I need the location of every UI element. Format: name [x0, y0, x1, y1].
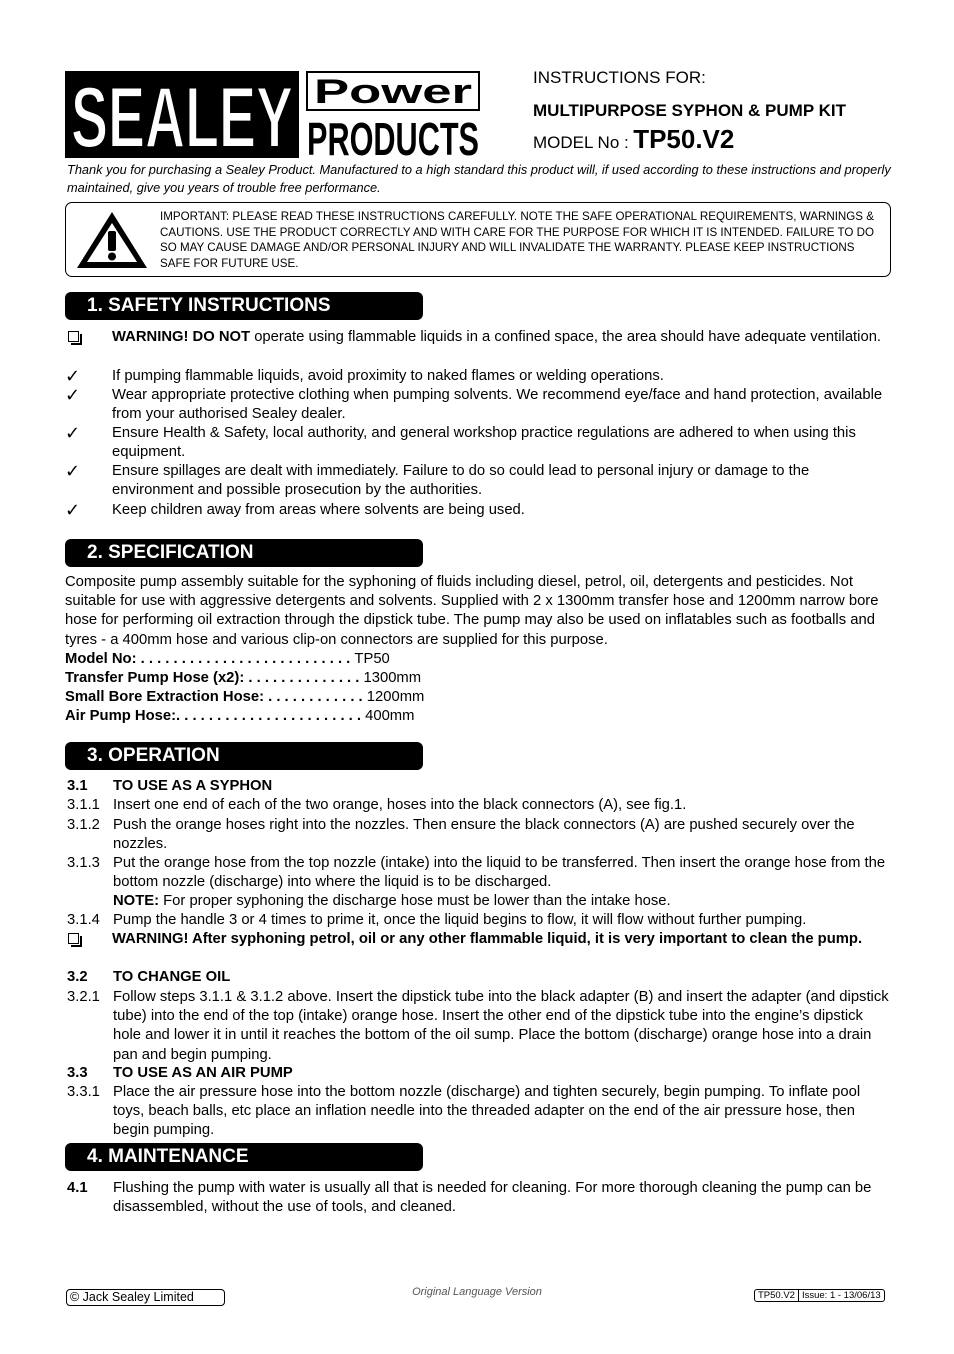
logo-power-text: Power [314, 73, 472, 109]
warning-triangle-icon [74, 209, 150, 276]
copyright-label: © Jack Sealey Limited [66, 1289, 225, 1306]
power-logo [306, 71, 480, 111]
logo-sealey-text: SEALEY [71, 73, 293, 156]
language-version-label: Original Language Version [412, 1286, 542, 1298]
section-heading-safety: 1. SAFETY INSTRUCTIONS [65, 292, 423, 320]
safety-warning-lead: WARNING! DO NOT [112, 329, 251, 345]
intro-text: Thank you for purchasing a Sealey Product. Manufactured to a high standard this product will, if used according to these instructions and properly maintained, give you years of trouble free performance. [67, 162, 891, 195]
model-reference: TP50.V2 [758, 1290, 795, 1301]
spec-row: Transfer Pump Hose (x2): . . . . . . . . . . . . . . 1300mm [65, 670, 422, 686]
sealey-logo [65, 71, 299, 158]
model-label: MODEL No : [533, 133, 629, 152]
safety-warning-rest: operate using flammable liquids in a confined space, the area should have adequate ventilation. [250, 329, 882, 345]
products-logo [306, 115, 480, 158]
logo-products-text: PRODUCTS [307, 115, 479, 158]
checkmark-icon: ✓ [65, 385, 81, 405]
spec-row: Air Pump Hose:. . . . . . . . . . . . . . . . . . . . . . . 400mm [65, 708, 415, 724]
issue-reference: Issue: 1 - 13/06/13 [798, 1290, 884, 1301]
section-heading-specification: 2. SPECIFICATION [65, 539, 423, 567]
checkmark-icon: ✓ [65, 423, 81, 443]
checkmark-icon: ✓ [65, 366, 81, 386]
model-line [533, 124, 734, 155]
checkmark-icon: ✓ [65, 500, 81, 520]
spec-row: Small Bore Extraction Hose: . . . . . . . . . . . . 1200mm [65, 689, 425, 705]
checkmark-icon: ✓ [65, 461, 81, 481]
spec-row: Model No: . . . . . . . . . . . . . . . . . . . . . . . . . . TP50 [65, 651, 390, 667]
section-heading-maintenance: 4. MAINTENANCE [65, 1143, 423, 1171]
instructions-for-label: INSTRUCTIONS FOR: [533, 68, 706, 87]
document-reference [754, 1289, 885, 1302]
product-title: MULTIPURPOSE SYPHON & PUMP KIT [533, 101, 846, 120]
model-value: TP50.V2 [633, 124, 735, 154]
important-notice-text: IMPORTANT: PLEASE READ THESE INSTRUCTIONS CAREFULLY. NOTE THE SAFE OPERATIONAL REQUIREMENTS, WARNINGS & CAUTIONS. USE THE PRODUCT CORRECTLY AND WITH CARE FOR THE PURPOSE FOR WHICH IT IS INTENDED. FAILURE TO DO SO MAY CAUSE DAMAGE AND/OR PERSONAL INJURY AND WILL INVALIDATE THE WARRANTY. PLEASE KEEP INSTRUCTIONS SAFE FOR FUTURE USE. [160, 210, 874, 271]
important-notice-box [65, 202, 891, 277]
specification-description: Composite pump assembly suitable for the syphoning of fluids including diesel, petrol, oil, detergents and pesticides. Not suitable for use with aggressive detergents and solvents. Supplied with 2 x 1300mm transfer hose and 1200mm narrow bore hose for performing oil extraction through the dipstick tube. The pump may also be used on inflatables such as footballs and tyres - a 400mm hose and various clip-on connectors are supplied for this purpose. [65, 574, 879, 648]
section-heading-operation: 3. OPERATION [65, 742, 423, 770]
